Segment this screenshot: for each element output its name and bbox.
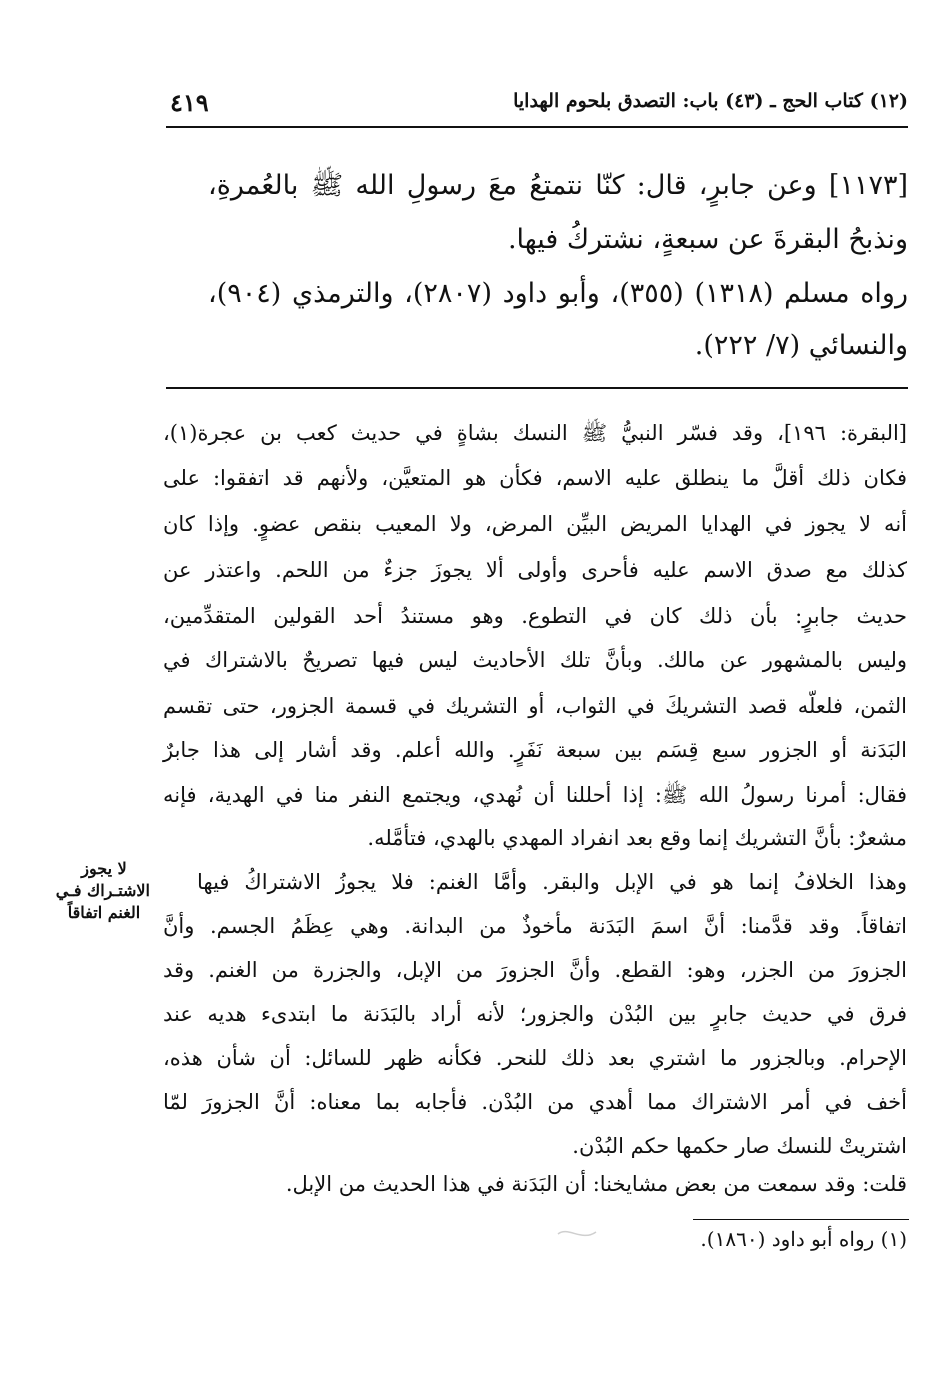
commentary-line: أخف في أمر الاشتراك مما أهدي من البُدْن. فأجابه بما معناه: أنَّ الجزورَ لمّا bbox=[163, 1090, 907, 1114]
commentary-line: كذلك مع صدق الاسم عليه فأحرى وأولى ألا يجوزَ جزءٌ من اللحم. واعتذر عن bbox=[163, 558, 907, 582]
hadith-reference-line: رواه مسلم (١٣١٨) (٣٥٥)، وأبو داود (٢٨٠٧)، والترمذي (٩٠٤)، bbox=[208, 278, 909, 309]
margin-note-line: لا يجوز bbox=[81, 859, 127, 878]
margin-note bbox=[55, 858, 150, 924]
commentary-line: حديث جابرٍ: بأن ذلك كان في التطوع. وهو مستندُ أحد القولين المتقدِّمين، bbox=[163, 604, 907, 628]
section-rule bbox=[166, 387, 908, 389]
commentary-line: فكان ذلك أقلَّ ما ينطلق عليه الاسم، فكأن هو المتعيَّن، ولأنهم قد اتفقوا: على bbox=[163, 466, 907, 490]
hadith-reference-line: والنسائي (٧/ ٢٢٢). bbox=[694, 330, 908, 361]
commentary-line: أنه لا يجوز في الهدايا المريض البيِّن المرض، ولا المعيب بنقص عضوٍ. وإذا كان bbox=[163, 512, 907, 536]
commentary-line: وليس بالمشهور عن مالك. وبأنَّ تلك الأحاديث ليس فيها تصريحٌ بالاشتراك في bbox=[163, 648, 907, 672]
commentary-line: اشتريتْ للنسك صار حكمها حكم البُدْن. bbox=[572, 1134, 907, 1158]
footnote-rule bbox=[693, 1219, 909, 1220]
commentary-line: قلت: وقد سمعت من بعض مشايخنا: أن البَدَنة في هذا الحديث من الإبل. bbox=[285, 1172, 907, 1196]
commentary-line: اتفاقاً. وقد قدَّمنا: أنَّ اسمَ البَدَنة مأخوذٌ من البدانة. وهي عِظَمُ الجسم. وأنَّ bbox=[163, 914, 907, 938]
commentary-line: مشعرٌ: بأنَّ التشريك إنما وقع بعد انفراد المهدي بالهدي، فتأمَّله. bbox=[367, 826, 907, 850]
margin-note-line: الغنم اتفاقاً bbox=[67, 903, 141, 922]
commentary-line: وهذا الخلافُ إنما هو في الإبل والبقر. وأمَّا الغنم: فلا يجوزُ الاشتراكُ فيها bbox=[197, 870, 907, 894]
header-rule bbox=[166, 126, 908, 128]
commentary-line: الإحرام. وبالجزور ما اشتري بعد ذلك للنحر. فكأنه ظهر للسائل: أن شأن هذه، bbox=[163, 1046, 907, 1070]
hadith-text-line: ونذبحُ البقرةَ عن سبعةٍ، نشتركُ فيها. bbox=[507, 224, 908, 255]
commentary-line: البَدَنة أو الجزور سبع قِسَم بين سبعة نَفَرٍ. والله أعلم. وقد أشار إلى هذا جابرٌ bbox=[163, 738, 907, 762]
page-header bbox=[166, 88, 908, 120]
page-number: ٤١٩ bbox=[170, 88, 209, 117]
margin-note-line: الاشتـراك فـي bbox=[55, 881, 150, 900]
commentary-line: [البقرة: ١٩٦]، وقد فسّر النبيُّ ﷺ النسك بشاةٍ في حديث كعب بن عجرة(١)، bbox=[163, 421, 907, 445]
running-title: (١٢) كتاب الحج ـ (٤٣) باب: التصدق بلحوم الهدايا bbox=[513, 90, 908, 112]
commentary-line: فرق في حديث جابرٍ بين البُدْن والجزور؛ لأنه أراد بالبَدَنة ما ابتدىء هديه عند bbox=[163, 1002, 907, 1026]
commentary-line: الثمن، فلعلّه قصد التشريكَ في الثواب، أو التشريك في قسمة الجزور، حتى تقسم bbox=[163, 694, 907, 718]
faint-mark-icon bbox=[556, 1216, 598, 1246]
hadith-text-line: [١١٧٣] وعن جابرٍ، قال: كنّا نتمتعُ معَ رسولِ الله ﷺ بالعُمرةِ، bbox=[208, 170, 908, 201]
footnote: (١) رواه أبو داود (١٨٦٠). bbox=[700, 1227, 907, 1251]
commentary-line: الجزورَ من الجزر، وهو: القطع. وأنَّ الجزورَ من الإبل، والجزرة من الغنم. وقد bbox=[163, 958, 907, 982]
commentary-line: فقال: أمرنا رسولُ الله ﷺ: إذا أحللنا أن نُهدي، ويجتمع النفر منا في الهدية، فإنه bbox=[163, 783, 907, 807]
